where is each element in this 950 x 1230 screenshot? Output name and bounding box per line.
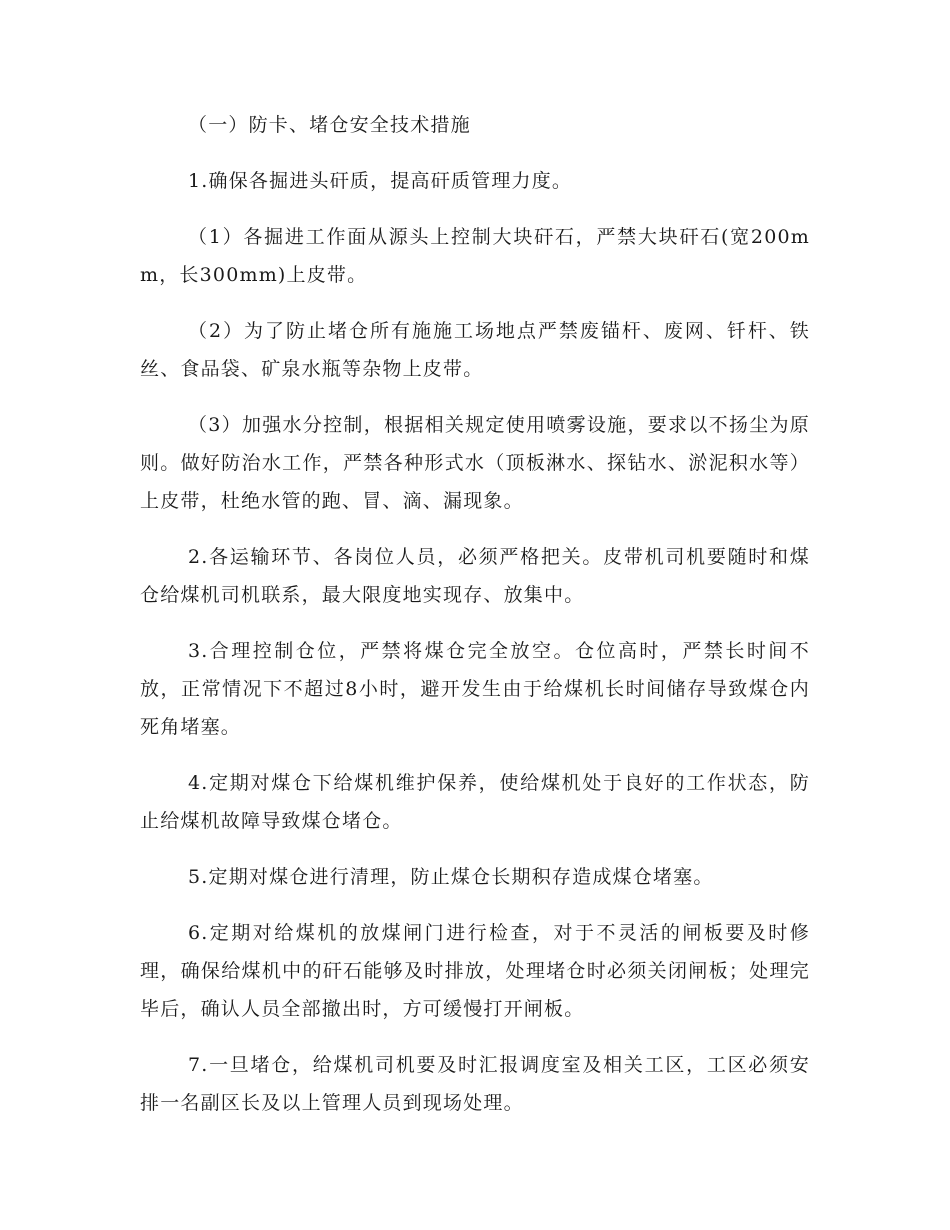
paragraph-1-2: （2）为了防止堵仓所有施施工场地点严禁废锚杆、废网、钎杆、铁丝、食品袋、矿泉水瓶等杂物上皮带。 (140, 320, 810, 380)
section-heading: （一）防卡、堵仓安全技术措施 (188, 114, 471, 136)
paragraph-7: 7.一旦堵仓，给煤机司机要及时汇报调度室及相关工区，工区必须安排一名副区长及以上管理人员到现场处理。 (140, 1054, 810, 1114)
paragraph-1-1: （1）各掘进工作面从源头上控制大块矸石，严禁大块矸石(宽200mm，长300mm)上皮带。 (140, 226, 810, 286)
paragraph-4: 4.定期对煤仓下给煤机维护保养，使给煤机处于良好的工作状态，防止给煤机故障导致煤仓堵仓。 (140, 772, 810, 832)
paragraph-2: 2.各运输环节、各岗位人员，必须严格把关。皮带机司机要随时和煤仓给煤机司机联系，最大限度地实现存、放集中。 (140, 546, 810, 606)
paragraph-1: 1.确保各掘进头矸质，提高矸质管理力度。 (188, 170, 573, 192)
paragraph-3: 3.合理控制仓位，严禁将煤仓完全放空。仓位高时，严禁长时间不放，正常情况下不超过8小时，避开发生由于给煤机长时间储存导致煤仓内死角堵塞。 (140, 640, 810, 738)
document-body (140, 106, 810, 1140)
paragraph-6: 6.定期对给煤机的放煤闸门进行检查，对于不灵活的闸板要及时修理，确保给煤机中的矸石能够及时排放，处理堵仓时必须关闭闸板；处理完毕后，确认人员全部撤出时，方可缓慢打开闸板。 (140, 922, 810, 1020)
paragraph-5: 5.定期对煤仓进行清理，防止煤仓长期积存造成煤仓堵塞。 (188, 866, 714, 888)
paragraph-1-3: （3）加强水分控制，根据相关规定使用喷雾设施，要求以不扬尘为原则。做好防治水工作，严禁各种形式水（顶板淋水、探钻水、淤泥积水等）上皮带，杜绝水管的跑、冒、滴、漏现象。 (140, 414, 810, 512)
